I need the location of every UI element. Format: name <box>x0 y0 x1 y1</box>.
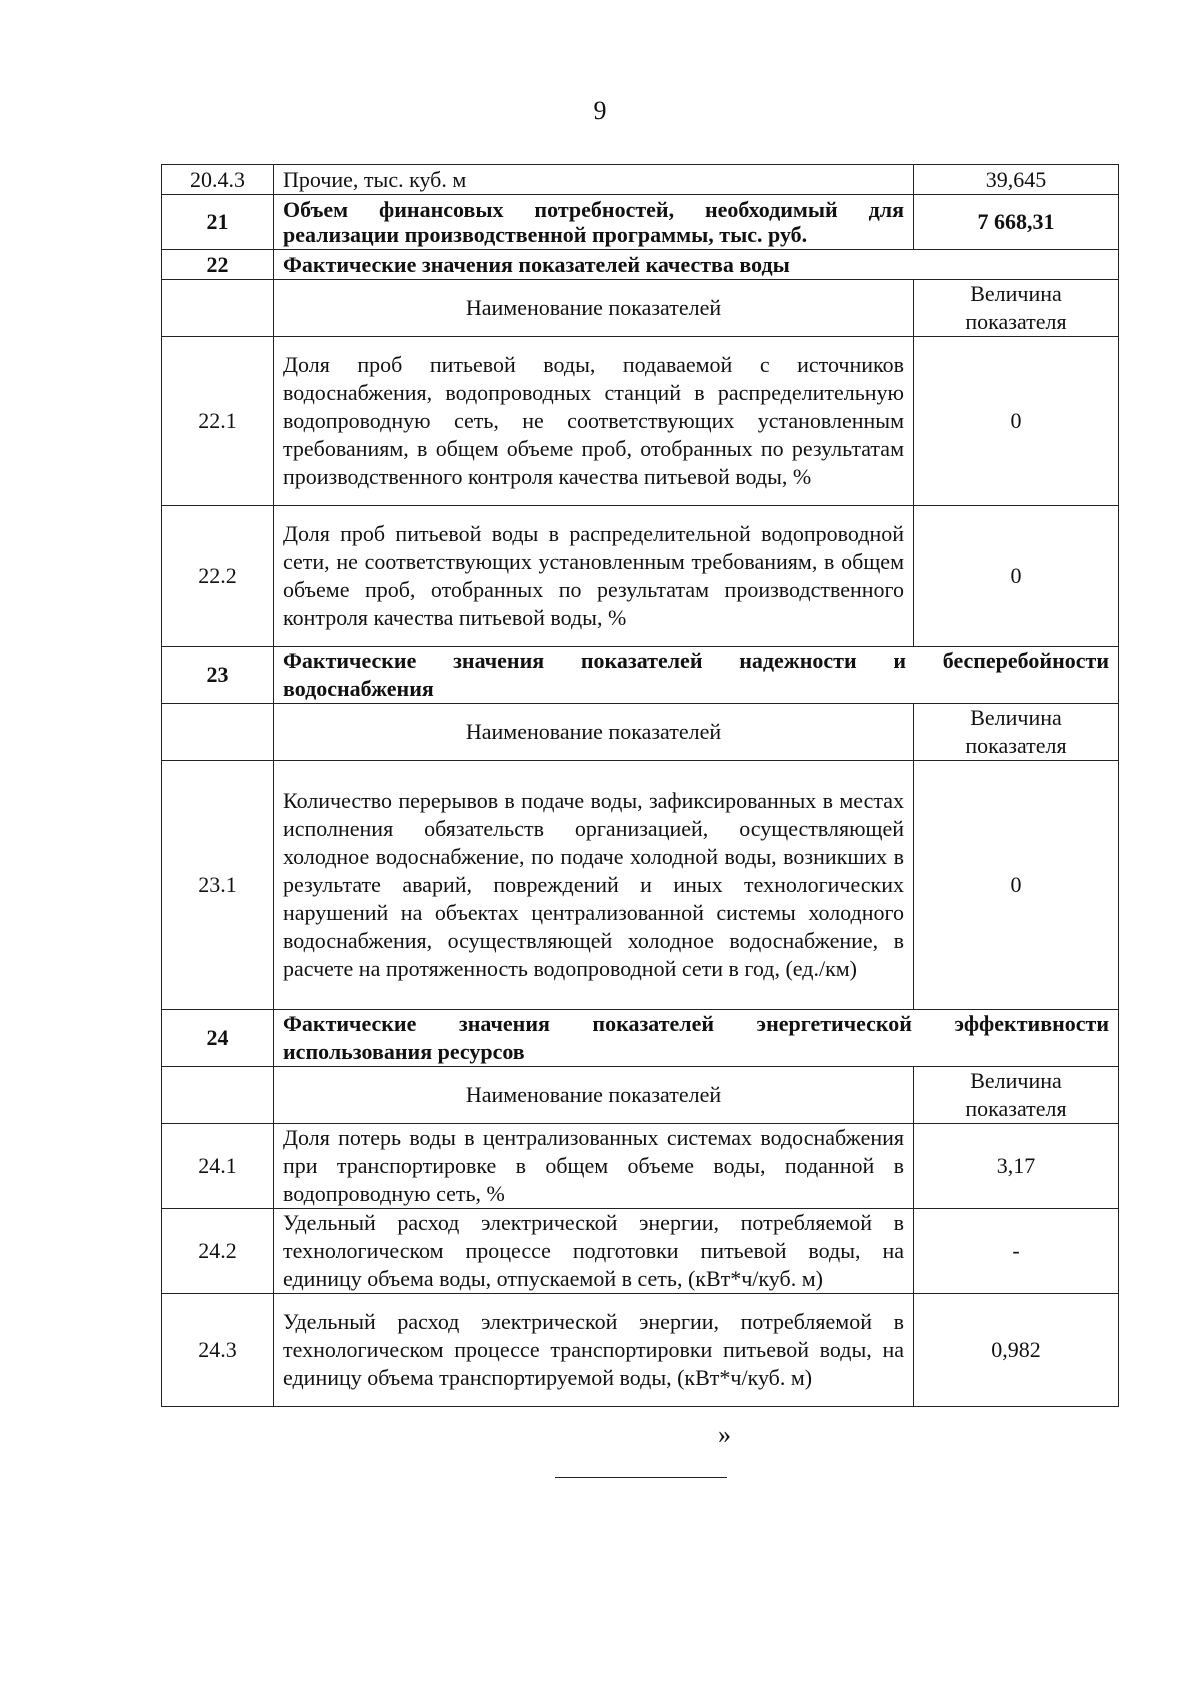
indicator-value: 0 <box>914 337 1119 506</box>
section-title: Фактические значения показателей энергетической эффективности использования ресурсов <box>274 1010 1119 1067</box>
column-header-value: Величина показателя <box>914 280 1119 337</box>
indicator-value: 0 <box>914 506 1119 647</box>
indicator-value: 0,982 <box>914 1294 1119 1407</box>
indicator-name: Доля проб питьевой воды, подаваемой с источников водоснабжения, водопроводных станций в распределительную водопроводную сеть, не соответствующих установленным требованиям, в общем объеме проб, отобранных по результатам производственного контроля качества питьевой воды, % <box>274 337 914 506</box>
empty-cell <box>162 280 274 337</box>
indicator-value: 39,645 <box>914 165 1119 195</box>
indicators-table <box>161 164 1119 1407</box>
section-number: 23 <box>162 647 274 704</box>
section-row <box>162 647 1119 704</box>
row-number: 23.1 <box>162 761 274 1010</box>
indicator-value: - <box>914 1209 1119 1294</box>
column-header-value: Величина показателя <box>914 1067 1119 1124</box>
section-number: 24 <box>162 1010 274 1067</box>
table-row <box>162 506 1119 647</box>
section-row <box>162 250 1119 280</box>
indicator-name: Доля потерь воды в централизованных системах водоснабжения при транспортировке в общем объеме воды, поданной в водопроводную сеть, % <box>274 1124 914 1209</box>
row-number: 24.2 <box>162 1209 274 1294</box>
indicator-name: Удельный расход электрической энергии, потребляемой в технологическом процессе подготовки питьевой воды, на единицу объема воды, отпускаемой в сеть, (кВт*ч/куб. м) <box>274 1209 914 1294</box>
indicator-name: Доля проб питьевой воды в распределительной водопроводной сети, не соответствующих установленным требованиям, в общем объеме проб, отобранных по результатам производственного контроля качества питьевой воды, % <box>274 506 914 647</box>
table-row <box>162 1209 1119 1294</box>
indicator-name: Удельный расход электрической энергии, потребляемой в технологическом процессе транспортировки питьевой воды, на единицу объема транспортируемой воды, (кВт*ч/куб. м) <box>274 1294 914 1407</box>
empty-cell <box>162 704 274 761</box>
subheader-row <box>162 704 1119 761</box>
table-row <box>162 761 1119 1010</box>
section-row <box>162 1010 1119 1067</box>
section-title: Фактические значения показателей надежности и бесперебойности водоснабжения <box>274 647 1119 704</box>
row-number: 21 <box>162 195 274 250</box>
column-header-name: Наименование показателей <box>274 704 914 761</box>
section-title: Фактические значения показателей качества воды <box>274 250 1119 280</box>
section-number: 22 <box>162 250 274 280</box>
row-number: 22.2 <box>162 506 274 647</box>
table-row <box>162 195 1119 250</box>
row-number: 22.1 <box>162 337 274 506</box>
page-number: 9 <box>593 96 607 125</box>
column-header-value: Величина показателя <box>914 704 1119 761</box>
indicator-name: Количество перерывов в подаче воды, зафиксированных в местах исполнения обязательств организацией, осуществляющей холодное водоснабжение, по подаче холодной воды, возникших в результате аварий, повреждений и иных технологических нарушений на объектах централизованной системы холодного водоснабжения, осуществляющей холодное водоснабжение, в расчете на протяженность водопроводной сети в год, (ед./км) <box>274 761 914 1010</box>
indicator-value: 7 668,31 <box>914 195 1119 250</box>
indicator-name: Прочие, тыс. куб. м <box>274 165 914 195</box>
subheader-row <box>162 1067 1119 1124</box>
row-number: 20.4.3 <box>162 165 274 195</box>
table-row <box>162 1124 1119 1209</box>
indicator-value: 0 <box>914 761 1119 1010</box>
subheader-row <box>162 280 1119 337</box>
table-row <box>162 337 1119 506</box>
empty-cell <box>162 1067 274 1124</box>
row-number: 24.3 <box>162 1294 274 1407</box>
column-header-name: Наименование показателей <box>274 1067 914 1124</box>
closing-quote: » <box>718 1420 731 1449</box>
column-header-name: Наименование показателей <box>274 280 914 337</box>
table-row <box>162 1294 1119 1407</box>
indicator-value: 3,17 <box>914 1124 1119 1209</box>
end-divider-line <box>555 1477 727 1478</box>
indicator-name: Объем финансовых потребностей, необходимый для реализации производственной программы, тыс. руб. <box>274 195 914 250</box>
table-row <box>162 165 1119 195</box>
row-number: 24.1 <box>162 1124 274 1209</box>
